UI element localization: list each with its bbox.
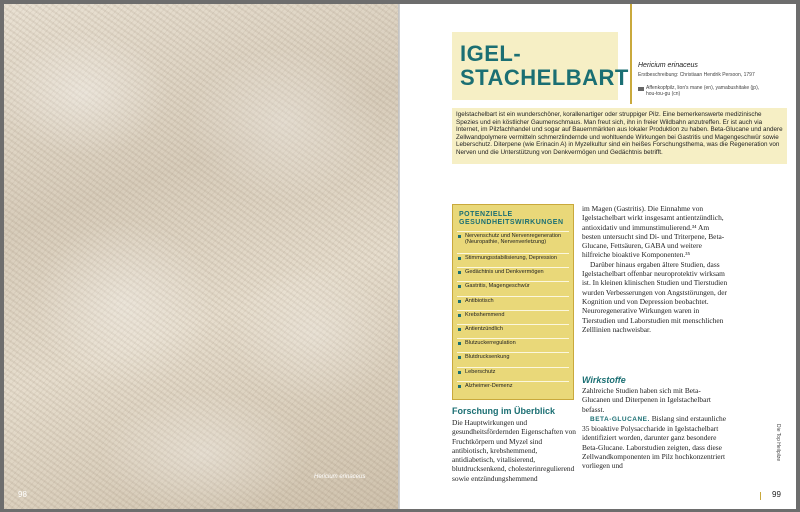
list-item: Blutdrucksenkung bbox=[457, 352, 569, 366]
list-item: Gastritis, Magengeschwür bbox=[457, 281, 569, 295]
mushroom-photo bbox=[4, 4, 398, 509]
list-item: Gedächtnis und Denkvermögen bbox=[457, 267, 569, 281]
forschung-paragraph: Die Hauptwirkungen und gesundheitsfördernden Eigenschaften von Fruchtkörpern und Myzel sind antibiotisch, krebshemmend, antidiabetisch, vitalisierend, blutdrucksenkend, cholesterinregulierend sowie entzündungshemmend bbox=[452, 418, 576, 483]
page-number-right: 99 bbox=[772, 490, 781, 499]
health-box-title: POTENZIELLE GESUNDHEITSWIRKUNGEN bbox=[459, 211, 564, 226]
list-item: Antientzündlich bbox=[457, 324, 569, 338]
list-item: Stimmungsstabilisierung, Depression bbox=[457, 253, 569, 267]
photo-caption: Hericium erinaceus bbox=[314, 474, 366, 480]
right-column-lower bbox=[582, 386, 728, 471]
list-item: Krebshemmend bbox=[457, 310, 569, 324]
describer-note: Erstbeschreibung: Christiaan Hendrik Persoon, 1797 bbox=[638, 72, 755, 78]
list-item: Alzheimer-Demenz bbox=[457, 381, 569, 395]
column-paragraph-4 bbox=[582, 414, 728, 471]
right-column-upper bbox=[582, 204, 728, 334]
intro-paragraph: Igelstachelbart ist ein wunderschöner, korallenartiger oder struppiger Pilz. Eine bemerkenswerte medizinische Spezies und ein köstlicher Gaumenschmaus. Man freut sich, ihn in freier Wildbahn anzutreffen. Er ist auch via Internet, im Pilzfachhandel und sogar auf Bauernmärkten aus lokaler Produktion zu haben. Beta-Glucane und andere Zellwandpolymere vermitteln schmerzlindernde und wohltuende Wirkungen bei Gastritis und Magengeschwür sowie Leberschutz. Diterpene (wie Erinacin A) in Myzelkultur sind ein heißes Forschungsthema, was die Regeneration von Nerven und die Unterstützung von Denkvermögen und Gedächtnis betrifft. bbox=[452, 108, 787, 164]
list-item: Antibiotisch bbox=[457, 296, 569, 310]
column-paragraph-2: Darüber hinaus ergaben ältere Studien, dass Igelstachelbart offenbar neuroprotektiv wirksam ist. In kleinen klinischen Studien und Tierstudien wurden Verbesserungen von Angststörungen, der Kognition und von Depression beobachtet. Neuroregenerative Wirkungen waren in Tierstudien und Laborstudien mit menschlichen Zelllinien nachweisbar. bbox=[582, 259, 728, 334]
right-page bbox=[400, 4, 796, 509]
names-marker bbox=[638, 87, 644, 91]
book-spread bbox=[4, 4, 796, 509]
list-item: Leberschutz bbox=[457, 367, 569, 381]
side-running-head: Die Top Heilpilze bbox=[775, 424, 781, 462]
page-title bbox=[460, 42, 629, 90]
page-number-left: 98 bbox=[18, 490, 27, 499]
other-names: Affenkopfpilz, lion's mane (en), yamabushitake (jp), hou-tou-gu (cn) bbox=[646, 85, 760, 97]
list-item: Nervenschutz und Nervenregeneration (Neuropathie, Nervenverletzung) bbox=[457, 231, 569, 253]
forschung-text bbox=[452, 418, 576, 483]
health-effects-list bbox=[457, 231, 569, 395]
title-box bbox=[452, 32, 629, 100]
beta-glucane-label: BETA-GLUCANE. bbox=[590, 415, 650, 423]
forschung-heading: Forschung im Überblick bbox=[452, 406, 556, 416]
beta-glucane-text: Bislang sind erstaunliche 35 bioaktive Polysaccharide in Igelstachelbart identifiziert worden, darunter ganz besondere Beta-Glucane. Laborstudien zeigten, dass diese Zellwandkomponenten im Pilz hochkonzentriert vorliegen und bbox=[582, 413, 726, 471]
title-line-2: STACHELBART bbox=[460, 65, 629, 90]
health-effects-box bbox=[452, 204, 574, 400]
column-paragraph-3: Zahlreiche Studien haben sich mit Beta-Glucanen und Diterpenen in Igelstachelbart befasst. bbox=[582, 386, 711, 414]
list-item: Blutzuckerregulation bbox=[457, 338, 569, 352]
title-line-1: IGEL- bbox=[460, 41, 522, 66]
wirkstoffe-heading: Wirkstoffe bbox=[582, 375, 626, 385]
page-number-rule bbox=[760, 492, 761, 500]
title-divider bbox=[630, 4, 632, 104]
binomial-name: Hericium erinaceus bbox=[638, 62, 698, 69]
column-paragraph-1: im Magen (Gastritis). Die Einnahme von Igelstachelbart wirkt insgesamt antientzündlich, antioxidativ und immunstimulierend.³⁴ Am besten untersucht sind Di- und Triterpene, Beta-Glucane, Fettsäuren, GABA und weitere hilfreiche bioaktive Komponenten.³⁵ bbox=[582, 204, 725, 260]
